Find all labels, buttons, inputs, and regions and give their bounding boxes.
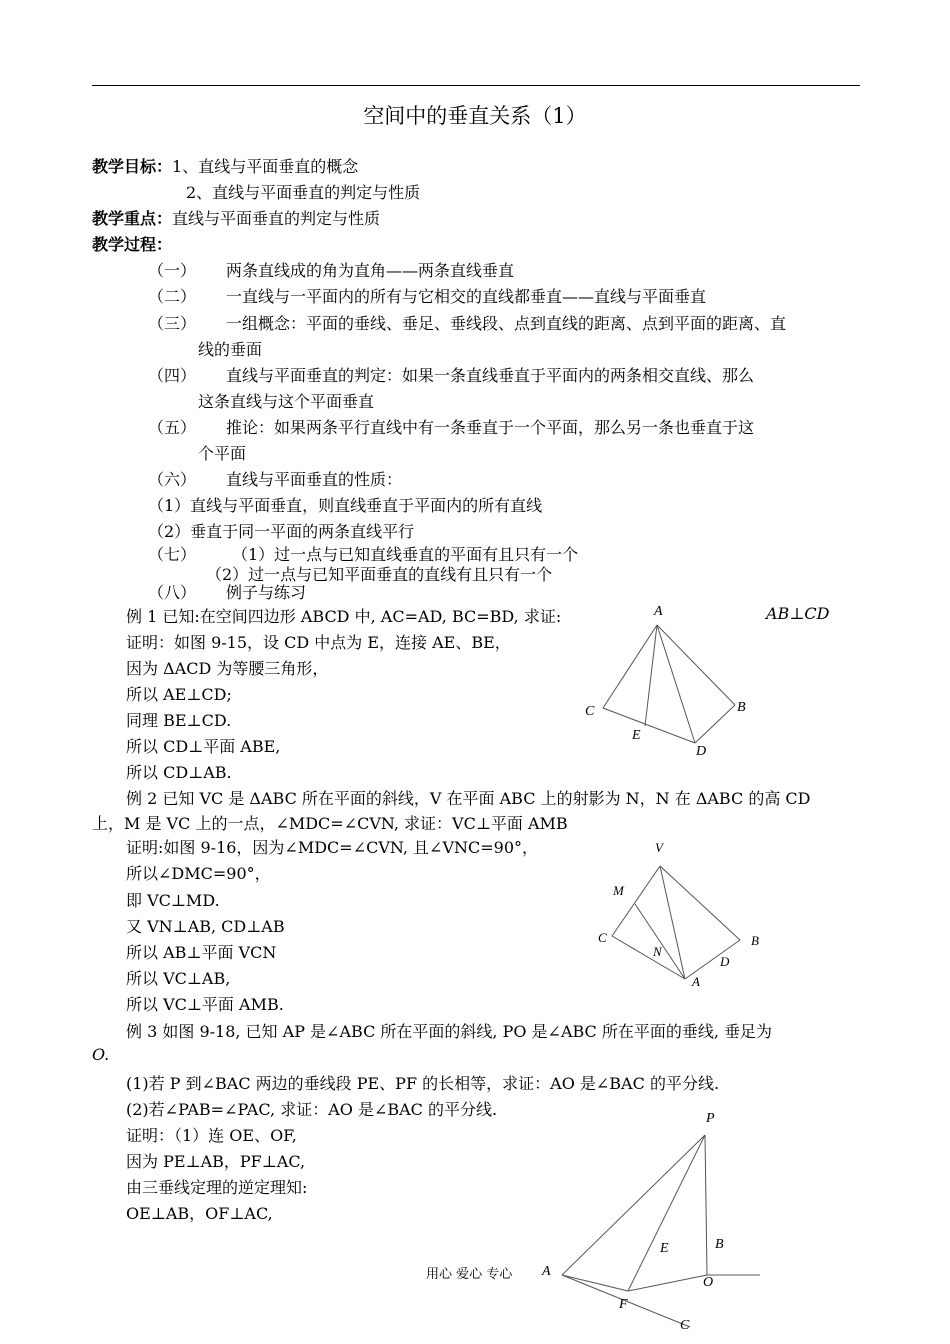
section-4-text-a: 直线与平面垂直的判定：如果一条直线垂直于平面内的两条相交直线、那么 xyxy=(226,366,755,385)
ex1-claim: AB⊥CD xyxy=(766,604,830,623)
section-6-item-2: （2）垂直于同一平面的两条直线平行 xyxy=(148,522,415,541)
ex2-line-6: 又 VN⊥AB, CD⊥AB xyxy=(126,917,285,936)
section-3-text-b: 线的垂面 xyxy=(198,340,263,359)
ex1-line-5: 同理 BE⊥CD. xyxy=(126,711,232,730)
fig2-label-v: V xyxy=(655,840,663,855)
fig2-label-d: D xyxy=(720,954,730,969)
fig3-label-a: A xyxy=(542,1264,551,1279)
fig1-label-d: D xyxy=(696,744,707,759)
section-8-text: 例子与练习 xyxy=(226,583,307,602)
ex2-line-8: 所以 VC⊥AB, xyxy=(126,969,231,988)
process-label: 教学过程： xyxy=(92,235,173,254)
ex3-line-5: 证明：（1）连 OE、OF, xyxy=(126,1126,297,1145)
ex2-line-9: 所以 VC⊥平面 AMB. xyxy=(126,995,284,1014)
section-6-item-1: （1）直线与平面垂直，则直线垂直于平面内的所有直线 xyxy=(148,496,543,515)
goals-row xyxy=(92,154,358,177)
section-7-item-1: （1）过一点与已知直线垂直的平面有且只有一个 xyxy=(232,545,579,564)
goals-label: 教学目标： xyxy=(92,157,173,176)
section-5-text-b: 个平面 xyxy=(198,444,247,463)
section-2-num: （二） xyxy=(148,287,197,306)
ex2-line-2: 上，M 是 VC 上的一点，∠MDC=∠CVN, 求证：VC⊥平面 AMB xyxy=(92,814,568,833)
section-2-text: 一直线与一平面内的所有与它相交的直线都垂直——直线与平面垂直 xyxy=(226,287,707,306)
ex3-line-2: O. xyxy=(92,1045,110,1064)
ex3-line-1: 例 3 如图 9-18, 已知 AP 是∠ABC 所在平面的斜线, PO 是∠ABC 所在平面的垂线, 垂足为 xyxy=(126,1022,773,1041)
section-7-num: （七） xyxy=(148,545,197,564)
section-6-text: 直线与平面垂直的性质： xyxy=(226,470,403,489)
page-footer: 用心 爱心 专心 xyxy=(426,1267,513,1282)
section-7-item-2: （2）过一点与已知平面垂直的直线有且只有一个 xyxy=(206,565,553,584)
ex1-line-4: 所以 AE⊥CD; xyxy=(126,685,232,704)
focus-label: 教学重点： xyxy=(92,209,173,228)
section-4-text-b: 这条直线与这个平面垂直 xyxy=(198,392,375,411)
figure-9-18 xyxy=(535,1105,775,1340)
ex3-line-6: 因为 PE⊥AB，PF⊥AC, xyxy=(126,1152,306,1171)
section-3-text-a: 一组概念：平面的垂线、垂足、垂线段、点到直线的距离、点到平面的距离、直 xyxy=(226,314,787,333)
figure-9-15 xyxy=(575,598,755,763)
section-8-num: （八） xyxy=(148,583,197,602)
fig2-label-c: C xyxy=(598,930,607,945)
fig3-label-e: E xyxy=(660,1241,669,1256)
fig2-label-a: A xyxy=(692,974,700,989)
ex2-line-4: 所以∠DMC=90°， xyxy=(126,864,271,883)
fig3-label-c: C xyxy=(680,1318,690,1333)
ex1-line-3: 因为 ΔACD 为等腰三角形， xyxy=(126,659,329,678)
ex1-line-2: 证明：如图 9-15，设 CD 中点为 E，连接 AE、BE， xyxy=(126,633,511,652)
focus-text: 直线与平面垂直的判定与性质 xyxy=(172,209,381,228)
fig3-label-f: F xyxy=(619,1297,628,1312)
fig1-label-b: B xyxy=(737,700,746,715)
section-4-num: （四） xyxy=(148,366,197,385)
fig1-label-c: C xyxy=(585,704,595,719)
fig3-label-p: P xyxy=(706,1111,715,1126)
fig2-label-b: B xyxy=(751,933,759,948)
ex1-line-1: 例 1 已知:在空间四边形 ABCD 中, AC=AD, BC=BD, 求证: xyxy=(126,607,562,626)
section-6-num: （六） xyxy=(148,470,197,489)
ex2-line-7: 所以 AB⊥平面 VCN xyxy=(126,943,277,962)
focus-row xyxy=(92,206,380,229)
ex1-line-7: 所以 CD⊥AB. xyxy=(126,763,232,782)
ex3-line-3: (1)若 P 到∠BAC 两边的垂线段 PE、PF 的长相等，求证：AO 是∠BAC 的平分线. xyxy=(126,1074,720,1093)
section-5-text-a: 推论：如果两条平行直线中有一条垂直于一个平面，那么另一条也垂直于这 xyxy=(226,418,755,437)
section-1-num: （一） xyxy=(148,261,197,280)
ex2-line-3: 证明:如图 9-16，因为∠MDC=∠CVN, 且∠VNC=90°， xyxy=(126,838,539,857)
fig3-label-o: O xyxy=(703,1275,714,1290)
ex3-line-8: OE⊥AB，OF⊥AC, xyxy=(126,1204,273,1223)
top-rule xyxy=(92,85,860,86)
ex3-line-4: (2)若∠PAB=∠PAC, 求证：AO 是∠BAC 的平分线. xyxy=(126,1100,498,1119)
figure-9-16 xyxy=(590,836,775,996)
goal-1: 1、直线与平面垂直的概念 xyxy=(172,157,359,176)
section-3-num: （三） xyxy=(148,314,197,333)
ex2-line-5: 即 VC⊥MD. xyxy=(126,891,220,910)
ex2-line-1: 例 2 已知 VC 是 ΔABC 所在平面的斜线，V 在平面 ABC 上的射影为 N，N 在 ΔABC 的高 CD xyxy=(126,789,811,808)
fig3-label-b: B xyxy=(715,1237,724,1252)
section-1-text: 两条直线成的角为直角——两条直线垂直 xyxy=(226,261,515,280)
ex3-line-7: 由三垂线定理的逆定理知: xyxy=(126,1178,308,1197)
ex1-line-6: 所以 CD⊥平面 ABE, xyxy=(126,737,281,756)
section-5-num: （五） xyxy=(148,418,197,437)
fig2-label-n: N xyxy=(653,944,662,959)
fig1-label-e: E xyxy=(632,728,641,743)
fig1-label-a: A xyxy=(654,604,663,619)
fig2-label-m: M xyxy=(613,883,624,898)
goal-2: 2、直线与平面垂直的判定与性质 xyxy=(186,183,421,202)
page-title: 空间中的垂直关系（1） xyxy=(363,104,587,128)
